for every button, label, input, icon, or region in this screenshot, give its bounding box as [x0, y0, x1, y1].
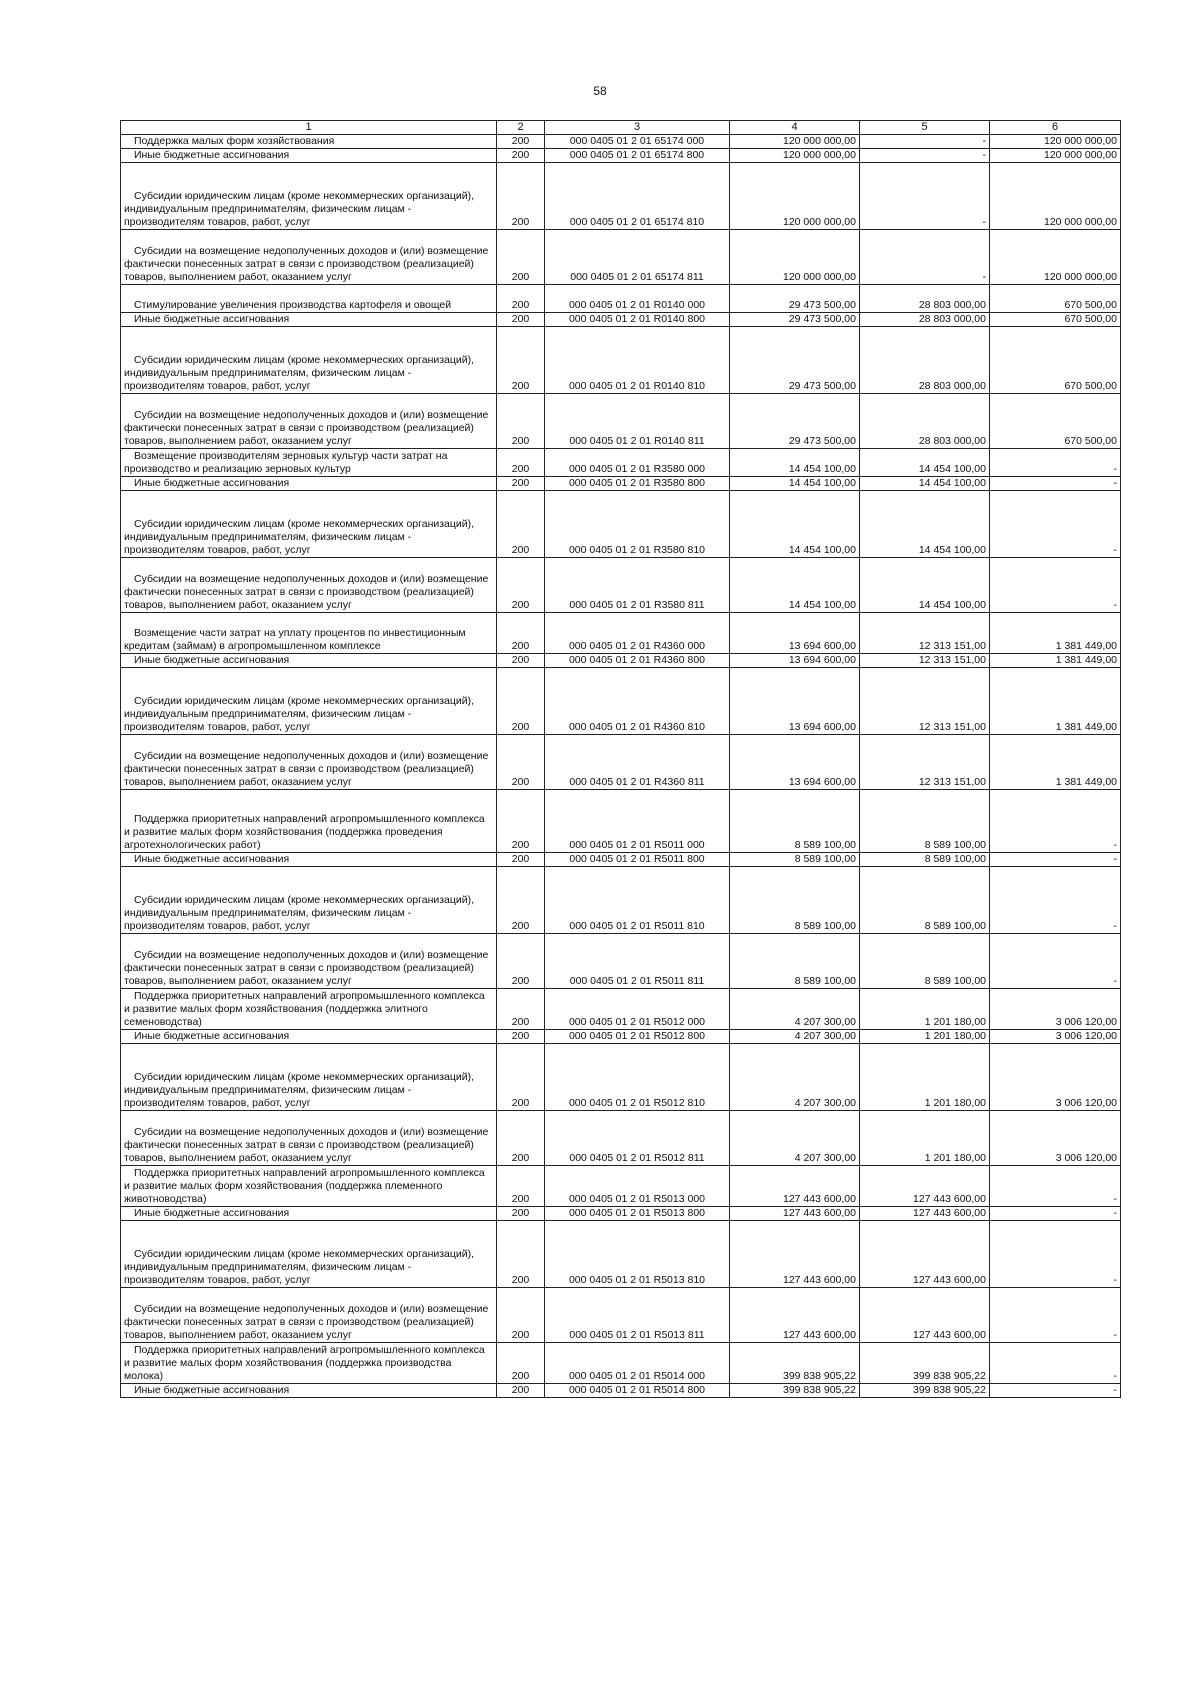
row-amount-5-cell: 1 201 180,00 — [860, 1111, 990, 1166]
row-name-cell: Поддержка приоритетных направлений агропромышленного комплекса и развитие малых форм хозяйствования (поддержка элитного семеноводства) — [121, 989, 497, 1030]
row-amount-5-cell: 14 454 100,00 — [860, 449, 990, 477]
table-row — [121, 654, 1121, 668]
row-amount-6-cell: 120 000 000,00 — [990, 135, 1121, 149]
row-amount-5-cell: 14 454 100,00 — [860, 558, 990, 613]
row-amount-6-cell: - — [990, 1288, 1121, 1343]
table-row — [121, 934, 1121, 989]
row-code-cell: 200 — [497, 613, 545, 654]
column-header-3: 3 — [545, 121, 730, 135]
row-code-cell: 200 — [497, 1166, 545, 1207]
row-amount-5-cell: - — [860, 135, 990, 149]
row-classification-cell: 000 0405 01 2 01 R5013 811 — [545, 1288, 730, 1343]
table-row — [121, 790, 1121, 853]
row-name-cell: Иные бюджетные ассигнования — [121, 1384, 497, 1398]
table-row — [121, 327, 1121, 394]
row-amount-6-cell: 670 500,00 — [990, 285, 1121, 313]
row-amount-4-cell: 4 207 300,00 — [730, 1044, 860, 1111]
row-classification-cell: 000 0405 01 2 01 R5012 800 — [545, 1030, 730, 1044]
table-row — [121, 285, 1121, 313]
row-amount-4-cell: 13 694 600,00 — [730, 735, 860, 790]
row-amount-5-cell: - — [860, 149, 990, 163]
row-classification-cell: 000 0405 01 2 01 R5013 000 — [545, 1166, 730, 1207]
row-amount-4-cell: 8 589 100,00 — [730, 867, 860, 934]
table-row — [121, 149, 1121, 163]
table-row — [121, 558, 1121, 613]
row-amount-5-cell: 14 454 100,00 — [860, 491, 990, 558]
row-amount-5-cell: 28 803 000,00 — [860, 285, 990, 313]
row-amount-5-cell: 12 313 151,00 — [860, 654, 990, 668]
row-classification-cell: 000 0405 01 2 01 65174 810 — [545, 163, 730, 230]
row-amount-5-cell: 127 443 600,00 — [860, 1207, 990, 1221]
row-amount-4-cell: 127 443 600,00 — [730, 1221, 860, 1288]
row-amount-5-cell: 12 313 151,00 — [860, 668, 990, 735]
row-code-cell: 200 — [497, 477, 545, 491]
row-amount-4-cell: 127 443 600,00 — [730, 1288, 860, 1343]
row-code-cell: 200 — [497, 1030, 545, 1044]
row-amount-6-cell: - — [990, 1343, 1121, 1384]
row-classification-cell: 000 0405 01 2 01 R4360 000 — [545, 613, 730, 654]
row-name-cell: Иные бюджетные ассигнования — [121, 477, 497, 491]
row-amount-4-cell: 14 454 100,00 — [730, 449, 860, 477]
row-classification-cell: 000 0405 01 2 01 R4360 800 — [545, 654, 730, 668]
row-classification-cell: 000 0405 01 2 01 R0140 810 — [545, 327, 730, 394]
table-row — [121, 613, 1121, 654]
row-code-cell: 200 — [497, 1111, 545, 1166]
table-row — [121, 867, 1121, 934]
row-classification-cell: 000 0405 01 2 01 R4360 810 — [545, 668, 730, 735]
row-classification-cell: 000 0405 01 2 01 R5014 800 — [545, 1384, 730, 1398]
table-body — [121, 135, 1121, 1398]
row-amount-4-cell: 29 473 500,00 — [730, 394, 860, 449]
row-name-cell: Субсидии юридическим лицам (кроме некоммерческих организаций), индивидуальным предпринимателям, физическим лицам - производителям товаров, работ, услуг — [121, 668, 497, 735]
row-amount-5-cell: 1 201 180,00 — [860, 1030, 990, 1044]
row-classification-cell: 000 0405 01 2 01 R5012 000 — [545, 989, 730, 1030]
row-name-cell: Субсидии на возмещение недополученных доходов и (или) возмещение фактически понесенных затрат в связи с производством (реализацией) товаров, выполнением работ, оказанием услуг — [121, 1288, 497, 1343]
row-amount-4-cell: 120 000 000,00 — [730, 135, 860, 149]
row-amount-6-cell: 1 381 449,00 — [990, 613, 1121, 654]
row-code-cell: 200 — [497, 853, 545, 867]
row-classification-cell: 000 0405 01 2 01 R0140 800 — [545, 313, 730, 327]
row-amount-4-cell: 29 473 500,00 — [730, 327, 860, 394]
row-amount-6-cell: 670 500,00 — [990, 327, 1121, 394]
row-code-cell: 200 — [497, 285, 545, 313]
row-amount-4-cell: 8 589 100,00 — [730, 790, 860, 853]
row-amount-5-cell: 28 803 000,00 — [860, 394, 990, 449]
row-code-cell: 200 — [497, 149, 545, 163]
row-amount-4-cell: 120 000 000,00 — [730, 163, 860, 230]
table-row — [121, 989, 1121, 1030]
row-amount-4-cell: 13 694 600,00 — [730, 613, 860, 654]
row-amount-4-cell: 120 000 000,00 — [730, 149, 860, 163]
row-amount-4-cell: 29 473 500,00 — [730, 313, 860, 327]
column-header-4: 4 — [730, 121, 860, 135]
row-classification-cell: 000 0405 01 2 01 R0140 811 — [545, 394, 730, 449]
row-amount-6-cell: 3 006 120,00 — [990, 989, 1121, 1030]
row-classification-cell: 000 0405 01 2 01 R3580 800 — [545, 477, 730, 491]
row-classification-cell: 000 0405 01 2 01 R4360 811 — [545, 735, 730, 790]
row-amount-6-cell: 3 006 120,00 — [990, 1111, 1121, 1166]
row-name-cell: Субсидии на возмещение недополученных доходов и (или) возмещение фактически понесенных затрат в связи с производством (реализацией) товаров, выполнением работ, оказанием услуг — [121, 735, 497, 790]
row-amount-6-cell: 1 381 449,00 — [990, 654, 1121, 668]
row-amount-6-cell: 1 381 449,00 — [990, 668, 1121, 735]
row-amount-5-cell: 28 803 000,00 — [860, 327, 990, 394]
row-code-cell: 200 — [497, 327, 545, 394]
row-name-cell: Иные бюджетные ассигнования — [121, 853, 497, 867]
row-code-cell: 200 — [497, 1384, 545, 1398]
row-code-cell: 200 — [497, 654, 545, 668]
row-classification-cell: 000 0405 01 2 01 65174 800 — [545, 149, 730, 163]
row-amount-4-cell: 29 473 500,00 — [730, 285, 860, 313]
row-amount-5-cell: 1 201 180,00 — [860, 989, 990, 1030]
row-amount-6-cell: 120 000 000,00 — [990, 149, 1121, 163]
table-row — [121, 394, 1121, 449]
row-amount-6-cell: 3 006 120,00 — [990, 1030, 1121, 1044]
row-amount-4-cell: 8 589 100,00 — [730, 853, 860, 867]
table-row — [121, 1030, 1121, 1044]
row-classification-cell: 000 0405 01 2 01 R5011 800 — [545, 853, 730, 867]
table-row — [121, 1207, 1121, 1221]
row-name-cell: Иные бюджетные ассигнования — [121, 1030, 497, 1044]
row-amount-4-cell: 8 589 100,00 — [730, 934, 860, 989]
row-amount-6-cell: - — [990, 790, 1121, 853]
row-code-cell: 200 — [497, 1044, 545, 1111]
row-amount-4-cell: 14 454 100,00 — [730, 491, 860, 558]
row-amount-5-cell: - — [860, 230, 990, 285]
row-amount-4-cell: 14 454 100,00 — [730, 477, 860, 491]
row-code-cell: 200 — [497, 1288, 545, 1343]
row-amount-6-cell: - — [990, 1207, 1121, 1221]
row-code-cell: 200 — [497, 867, 545, 934]
table-row — [121, 477, 1121, 491]
row-name-cell: Возмещение производителям зерновых культур части затрат на производство и реализацию зерновых культур — [121, 449, 497, 477]
row-name-cell: Поддержка приоритетных направлений агропромышленного комплекса и развитие малых форм хозяйствования (поддержка проведения агротехнологических работ) — [121, 790, 497, 853]
row-amount-6-cell: - — [990, 1384, 1121, 1398]
row-classification-cell: 000 0405 01 2 01 R5014 000 — [545, 1343, 730, 1384]
row-code-cell: 200 — [497, 230, 545, 285]
row-code-cell: 200 — [497, 135, 545, 149]
row-name-cell: Субсидии юридическим лицам (кроме некоммерческих организаций), индивидуальным предпринимателям, физическим лицам - производителям товаров, работ, услуг — [121, 491, 497, 558]
row-name-cell: Субсидии юридическим лицам (кроме некоммерческих организаций), индивидуальным предпринимателям, физическим лицам - производителям товаров, работ, услуг — [121, 1221, 497, 1288]
column-header-5: 5 — [860, 121, 990, 135]
row-amount-6-cell: 3 006 120,00 — [990, 1044, 1121, 1111]
row-amount-4-cell: 4 207 300,00 — [730, 1111, 860, 1166]
column-header-6: 6 — [990, 121, 1121, 135]
row-classification-cell: 000 0405 01 2 01 65174 000 — [545, 135, 730, 149]
row-amount-4-cell: 13 694 600,00 — [730, 668, 860, 735]
row-amount-6-cell: - — [990, 558, 1121, 613]
row-amount-5-cell: 14 454 100,00 — [860, 477, 990, 491]
table-row — [121, 230, 1121, 285]
row-amount-6-cell: - — [990, 1166, 1121, 1207]
row-amount-6-cell: - — [990, 853, 1121, 867]
table-row — [121, 313, 1121, 327]
row-name-cell: Субсидии на возмещение недополученных доходов и (или) возмещение фактически понесенных затрат в связи с производством (реализацией) товаров, выполнением работ, оказанием услуг — [121, 230, 497, 285]
row-name-cell: Поддержка малых форм хозяйствования — [121, 135, 497, 149]
row-amount-5-cell: 8 589 100,00 — [860, 790, 990, 853]
row-code-cell: 200 — [497, 790, 545, 853]
row-code-cell: 200 — [497, 558, 545, 613]
row-code-cell: 200 — [497, 163, 545, 230]
row-name-cell: Субсидии на возмещение недополученных доходов и (или) возмещение фактически понесенных затрат в связи с производством (реализацией) товаров, выполнением работ, оказанием услуг — [121, 394, 497, 449]
row-amount-4-cell: 127 443 600,00 — [730, 1207, 860, 1221]
row-amount-6-cell: - — [990, 867, 1121, 934]
row-code-cell: 200 — [497, 934, 545, 989]
row-classification-cell: 000 0405 01 2 01 R5012 811 — [545, 1111, 730, 1166]
table-row — [121, 1044, 1121, 1111]
row-name-cell: Стимулирование увеличения производства картофеля и овощей — [121, 285, 497, 313]
row-amount-5-cell: 12 313 151,00 — [860, 735, 990, 790]
row-name-cell: Поддержка приоритетных направлений агропромышленного комплекса и развитие малых форм хозяйствования (поддержка производства молока) — [121, 1343, 497, 1384]
row-name-cell: Иные бюджетные ассигнования — [121, 1207, 497, 1221]
row-classification-cell: 000 0405 01 2 01 R3580 000 — [545, 449, 730, 477]
row-classification-cell: 000 0405 01 2 01 R5011 811 — [545, 934, 730, 989]
table-row — [121, 449, 1121, 477]
row-classification-cell: 000 0405 01 2 01 R5013 800 — [545, 1207, 730, 1221]
row-code-cell: 200 — [497, 1343, 545, 1384]
row-amount-4-cell: 14 454 100,00 — [730, 558, 860, 613]
row-amount-4-cell: 399 838 905,22 — [730, 1343, 860, 1384]
row-code-cell: 200 — [497, 1221, 545, 1288]
row-amount-6-cell: 120 000 000,00 — [990, 230, 1121, 285]
row-classification-cell: 000 0405 01 2 01 R3580 810 — [545, 491, 730, 558]
row-code-cell: 200 — [497, 449, 545, 477]
row-amount-4-cell: 120 000 000,00 — [730, 230, 860, 285]
row-amount-5-cell: 127 443 600,00 — [860, 1288, 990, 1343]
row-amount-5-cell: 8 589 100,00 — [860, 934, 990, 989]
row-amount-6-cell: 120 000 000,00 — [990, 163, 1121, 230]
row-amount-5-cell: 1 201 180,00 — [860, 1044, 990, 1111]
row-amount-6-cell: 670 500,00 — [990, 313, 1121, 327]
budget-table — [120, 120, 1121, 1398]
row-amount-5-cell: 28 803 000,00 — [860, 313, 990, 327]
column-header-1: 1 — [121, 121, 497, 135]
table-row — [121, 735, 1121, 790]
row-amount-4-cell: 127 443 600,00 — [730, 1166, 860, 1207]
table-row — [121, 135, 1121, 149]
row-classification-cell: 000 0405 01 2 01 R5011 000 — [545, 790, 730, 853]
row-classification-cell: 000 0405 01 2 01 R0140 000 — [545, 285, 730, 313]
row-amount-5-cell: 127 443 600,00 — [860, 1166, 990, 1207]
row-name-cell: Субсидии юридическим лицам (кроме некоммерческих организаций), индивидуальным предпринимателям, физическим лицам - производителям товаров, работ, услуг — [121, 1044, 497, 1111]
row-code-cell: 200 — [497, 394, 545, 449]
row-amount-5-cell: 8 589 100,00 — [860, 853, 990, 867]
table-row — [121, 491, 1121, 558]
row-code-cell: 200 — [497, 491, 545, 558]
row-name-cell: Субсидии юридическим лицам (кроме некоммерческих организаций), индивидуальным предпринимателям, физическим лицам - производителям товаров, работ, услуг — [121, 867, 497, 934]
row-amount-6-cell: - — [990, 1221, 1121, 1288]
table-row — [121, 1221, 1121, 1288]
table-row — [121, 1343, 1121, 1384]
row-amount-6-cell: 670 500,00 — [990, 394, 1121, 449]
row-code-cell: 200 — [497, 735, 545, 790]
row-code-cell: 200 — [497, 313, 545, 327]
table-row — [121, 853, 1121, 867]
row-amount-6-cell: - — [990, 477, 1121, 491]
table-row — [121, 1111, 1121, 1166]
row-amount-6-cell: - — [990, 491, 1121, 558]
row-amount-5-cell: 399 838 905,22 — [860, 1343, 990, 1384]
table-header-row — [121, 121, 1121, 135]
row-name-cell: Иные бюджетные ассигнования — [121, 654, 497, 668]
row-amount-5-cell: - — [860, 163, 990, 230]
row-name-cell: Возмещение части затрат на уплату процентов по инвестиционным кредитам (займам) в агропромышленном комплексе — [121, 613, 497, 654]
table-row — [121, 1384, 1121, 1398]
table-row — [121, 163, 1121, 230]
row-name-cell: Иные бюджетные ассигнования — [121, 149, 497, 163]
row-amount-5-cell: 399 838 905,22 — [860, 1384, 990, 1398]
row-code-cell: 200 — [497, 1207, 545, 1221]
row-name-cell: Иные бюджетные ассигнования — [121, 313, 497, 327]
row-name-cell: Поддержка приоритетных направлений агропромышленного комплекса и развитие малых форм хозяйствования (поддержка племенного животноводства) — [121, 1166, 497, 1207]
table-row — [121, 668, 1121, 735]
row-code-cell: 200 — [497, 989, 545, 1030]
row-amount-5-cell: 127 443 600,00 — [860, 1221, 990, 1288]
row-classification-cell: 000 0405 01 2 01 R3580 811 — [545, 558, 730, 613]
row-amount-5-cell: 8 589 100,00 — [860, 867, 990, 934]
row-name-cell: Субсидии на возмещение недополученных доходов и (или) возмещение фактически понесенных затрат в связи с производством (реализацией) товаров, выполнением работ, оказанием услуг — [121, 934, 497, 989]
row-amount-4-cell: 399 838 905,22 — [730, 1384, 860, 1398]
row-classification-cell: 000 0405 01 2 01 R5013 810 — [545, 1221, 730, 1288]
row-amount-4-cell: 13 694 600,00 — [730, 654, 860, 668]
table-row — [121, 1288, 1121, 1343]
row-classification-cell: 000 0405 01 2 01 65174 811 — [545, 230, 730, 285]
row-amount-4-cell: 4 207 300,00 — [730, 989, 860, 1030]
row-name-cell: Субсидии на возмещение недополученных доходов и (или) возмещение фактически понесенных затрат в связи с производством (реализацией) товаров, выполнением работ, оказанием услуг — [121, 1111, 497, 1166]
row-amount-5-cell: 12 313 151,00 — [860, 613, 990, 654]
table-row — [121, 1166, 1121, 1207]
row-name-cell: Субсидии юридическим лицам (кроме некоммерческих организаций), индивидуальным предпринимателям, физическим лицам - производителям товаров, работ, услуг — [121, 327, 497, 394]
row-amount-6-cell: - — [990, 934, 1121, 989]
row-amount-6-cell: 1 381 449,00 — [990, 735, 1121, 790]
row-classification-cell: 000 0405 01 2 01 R5011 810 — [545, 867, 730, 934]
row-name-cell: Субсидии на возмещение недополученных доходов и (или) возмещение фактически понесенных затрат в связи с производством (реализацией) товаров, выполнением работ, оказанием услуг — [121, 558, 497, 613]
row-classification-cell: 000 0405 01 2 01 R5012 810 — [545, 1044, 730, 1111]
row-amount-6-cell: - — [990, 449, 1121, 477]
page-number: 58 — [593, 84, 607, 98]
column-header-2: 2 — [497, 121, 545, 135]
row-amount-4-cell: 4 207 300,00 — [730, 1030, 860, 1044]
row-code-cell: 200 — [497, 668, 545, 735]
row-name-cell: Субсидии юридическим лицам (кроме некоммерческих организаций), индивидуальным предпринимателям, физическим лицам - производителям товаров, работ, услуг — [121, 163, 497, 230]
